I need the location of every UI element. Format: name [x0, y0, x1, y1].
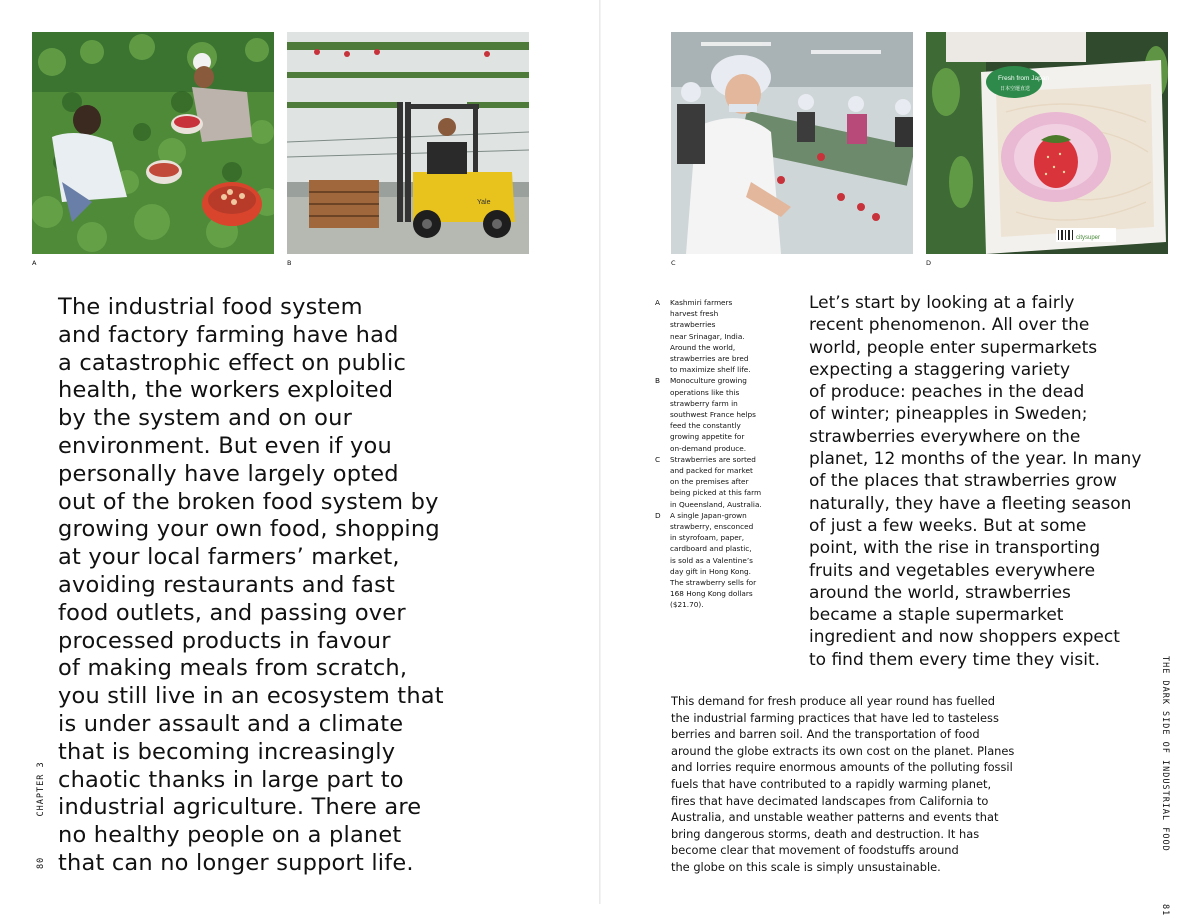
lead-line: The industrial food system [58, 294, 363, 320]
caption-line: strawberries are bred [670, 354, 749, 364]
caption-line: strawberry farm in [670, 398, 738, 408]
caption-line: Strawberries are sorted [670, 454, 756, 464]
lead-line: health, the workers exploited [58, 377, 394, 404]
caption-line: and packed for market [670, 466, 753, 476]
running-title: THE DARK SIDE OF INDUSTRIAL FOOD [1160, 656, 1170, 852]
caption-line: operations like this [670, 387, 740, 397]
lead-line: and factory farming have had [58, 321, 399, 348]
lead-line: out of the broken food system by [58, 488, 439, 515]
lead-line: ingredient and now shoppers expect [809, 627, 1120, 648]
caption-line: on the premises after [670, 477, 749, 487]
right-body-paragraph [671, 693, 1056, 876]
right-lead-paragraph [809, 292, 1149, 671]
photo-c-packing-line [671, 32, 913, 254]
caption-b [655, 375, 765, 453]
lead-line: is under assault and a climate [58, 710, 404, 737]
photo-c-label: C [671, 259, 676, 267]
lead-line: expecting a staggering variety [809, 359, 1071, 380]
lead-line: Let’s start by looking at a fairly [809, 293, 1075, 313]
page-number-right: 81 [1160, 904, 1170, 916]
lead-line: environment. But even if you [58, 432, 392, 459]
lead-line: that is becoming increasingly [58, 738, 396, 765]
body-line: fuels that have contributed to a rapidly warming planet, [671, 776, 992, 791]
caption-line: to maximize shelf life. [670, 365, 751, 375]
caption-line: cardboard and plastic, [670, 544, 752, 554]
caption-key: B [655, 376, 661, 386]
lead-line: of winter; pineapples in Sweden; [809, 404, 1088, 425]
caption-line: ($21.70). [670, 600, 704, 610]
lead-line: of making meals from scratch, [58, 655, 408, 682]
body-line: berries and barren soil. And the transportation of food [671, 727, 980, 742]
caption-line: is sold as a Valentine’s [670, 555, 753, 565]
box-sticker-jp: 日本空運直送 [1000, 86, 1031, 92]
forklift-brand: Yale [477, 199, 491, 206]
caption-line: in Queensland, Australia. [670, 499, 762, 509]
lead-line: chaotic thanks in large part to [58, 766, 404, 793]
caption-line: being picked at this farm [670, 488, 762, 498]
caption-key: A [655, 298, 660, 307]
lead-line: to find them every time they visit. [809, 649, 1101, 670]
caption-line: in styrofoam, paper, [670, 533, 745, 543]
caption-line: day gift in Hong Kong. [670, 566, 751, 576]
caption-line: strawberry, ensconced [670, 522, 754, 532]
lead-line: a catastrophic effect on public [58, 349, 407, 376]
caption-line: A single Japan-grown [670, 510, 747, 520]
lead-line: became a staple supermarket [809, 605, 1064, 626]
caption-line: harvest fresh strawberries [670, 309, 719, 330]
caption-line: on-demand produce. [670, 443, 747, 453]
caption-line: Monoculture growing [670, 376, 747, 386]
box-brand: citysuper [1076, 235, 1101, 241]
caption-text [670, 375, 765, 453]
lead-line: no healthy people on a planet [58, 822, 402, 849]
body-line: This demand for fresh produce all year round has fuelled [671, 694, 995, 708]
caption-line: Kashmiri farmers [670, 298, 733, 307]
caption-line: Around the world, [670, 342, 736, 352]
photo-captions [655, 297, 765, 611]
photo-a-label: A [32, 259, 37, 267]
lead-line: of just a few weeks. But at some [809, 515, 1087, 536]
lead-line: around the world, strawberries [809, 582, 1071, 603]
caption-line: southwest France helps [670, 410, 756, 420]
body-line: fires that have decimated landscapes from California to [671, 793, 989, 808]
caption-key: C [655, 454, 661, 464]
chapter-label: CHAPTER 3 [36, 761, 46, 817]
caption-line: growing appetite for [670, 432, 745, 442]
lead-line: strawberries everywhere on the [809, 426, 1081, 447]
caption-d [655, 510, 765, 611]
lead-line: food outlets, and passing over [58, 599, 406, 626]
box-sticker-text: Fresh from Japan [998, 75, 1049, 82]
caption-text [670, 297, 765, 375]
photo-b-greenhouse-forklift [287, 32, 529, 254]
lead-line: by the system and on our [58, 405, 353, 432]
lead-line: planet, 12 months of the year. In many [809, 449, 1142, 470]
right-running-footer [1160, 656, 1170, 916]
lead-line: growing your own food, shopping [58, 516, 440, 543]
caption-a [655, 297, 765, 375]
caption-line: near Srinagar, India. [670, 331, 745, 341]
lead-line: recent phenomenon. All over the [809, 315, 1090, 336]
photo-d-label: D [926, 259, 932, 267]
lead-line: world, people enter supermarkets [809, 337, 1098, 358]
page-gutter [599, 0, 601, 904]
body-line: the industrial farming practices that have led to tasteless [671, 710, 999, 725]
body-line: Australia, and unstable weather patterns and events that [671, 810, 999, 825]
lead-line: of the places that strawberries grow [809, 471, 1117, 492]
caption-c [655, 454, 765, 510]
lead-line: personally have largely opted [58, 460, 399, 487]
page-number-left: 80 [36, 856, 46, 869]
lead-line: avoiding restaurants and fast [58, 571, 396, 598]
caption-text [670, 510, 765, 611]
lead-line: you still live in an ecosystem that [58, 683, 444, 710]
caption-key: D [655, 510, 661, 520]
body-line: the globe on this scale is simply unsustainable. [671, 859, 941, 874]
body-line: become clear that movement of foodstuffs around [671, 843, 959, 858]
photo-b-label: B [287, 259, 292, 267]
left-running-footer [36, 761, 46, 869]
body-line: and lorries require enormous amounts of the polluting fossil [671, 760, 1013, 775]
caption-line: 168 Hong Kong dollars [670, 589, 753, 599]
caption-line: The strawberry sells for [670, 578, 757, 588]
body-line: bring dangerous storms, death and destruction. It has [671, 826, 980, 841]
lead-line: at your local farmers’ market, [58, 544, 400, 571]
lead-line: of produce: peaches in the dead [809, 382, 1085, 403]
lead-line: fruits and vegetables everywhere [809, 560, 1096, 581]
photo-a-farmers-field [32, 32, 274, 254]
lead-line: naturally, they have a fleeting season [809, 493, 1132, 514]
lead-line: point, with the rise in transporting [809, 538, 1101, 559]
lead-line: that can no longer support life. [58, 849, 414, 876]
body-line: around the globe extracts its own cost on the planet. Planes [671, 743, 1015, 758]
caption-line: feed the constantly [670, 421, 741, 431]
photo-d-strawberry-box [926, 32, 1168, 254]
caption-text [670, 454, 765, 510]
lead-line: industrial agriculture. There are [58, 794, 422, 821]
lead-line: processed products in favour [58, 627, 391, 654]
left-lead-paragraph [58, 294, 478, 878]
